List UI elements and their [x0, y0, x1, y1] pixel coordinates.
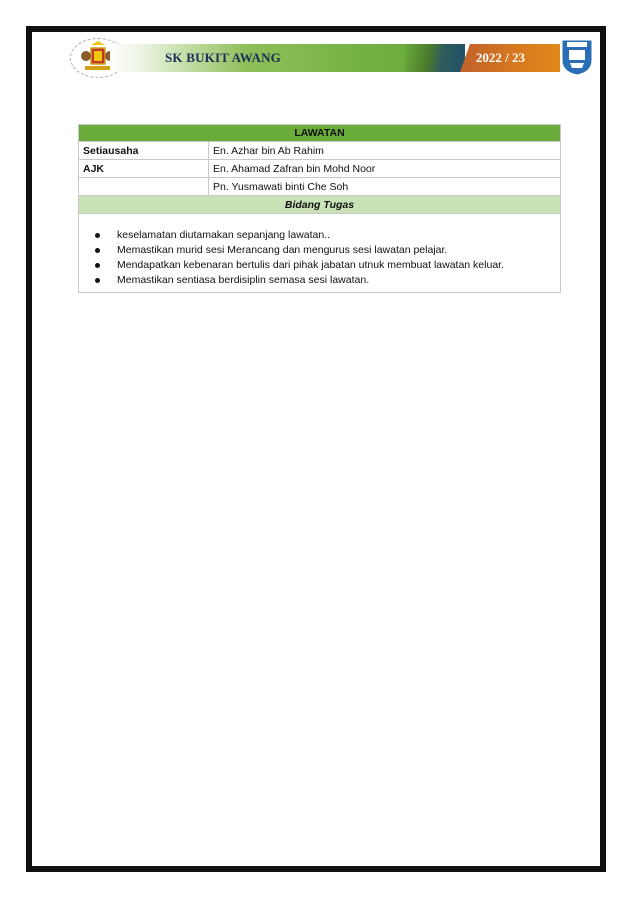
- school-year: 2022 / 23: [475, 50, 525, 65]
- lawatan-table: [78, 124, 561, 293]
- row-value: En. Azhar bin Ab Rahim: [209, 142, 561, 160]
- tasks-cell: [79, 214, 561, 293]
- row-value: Pn. Yusmawati binti Che Soh: [209, 178, 561, 196]
- table-title: LAWATAN: [79, 125, 561, 142]
- table-row: [79, 160, 561, 178]
- header-banner: [110, 44, 560, 72]
- row-label: Setiausaha: [79, 142, 209, 160]
- list-item: Memastikan murid sesi Merancang dan mengurus sesi lawatan pelajar.: [117, 243, 554, 258]
- section-heading-row: [79, 196, 561, 214]
- row-label: [79, 178, 209, 196]
- table-row: [79, 178, 561, 196]
- school-crest-logo: [560, 36, 594, 76]
- task-list: [85, 228, 554, 288]
- table-row: [79, 142, 561, 160]
- section-heading: Bidang Tugas: [79, 196, 561, 214]
- list-item: keselamatan diutamakan sepanjang lawatan..: [117, 228, 554, 243]
- school-name: SK BUKIT AWANG: [165, 50, 281, 65]
- list-item: Memastikan sentiasa berdisiplin semasa sesi lawatan.: [117, 273, 554, 288]
- tasks-row: [79, 214, 561, 293]
- table-title-row: [79, 125, 561, 142]
- list-item: Mendapatkan kebenaran bertulis dari pihak jabatan utnuk membuat lawatan keluar.: [117, 258, 554, 273]
- row-value: En. Ahamad Zafran bin Mohd Noor: [209, 160, 561, 178]
- row-label: AJK: [79, 160, 209, 178]
- banner-transition-band: [405, 44, 465, 72]
